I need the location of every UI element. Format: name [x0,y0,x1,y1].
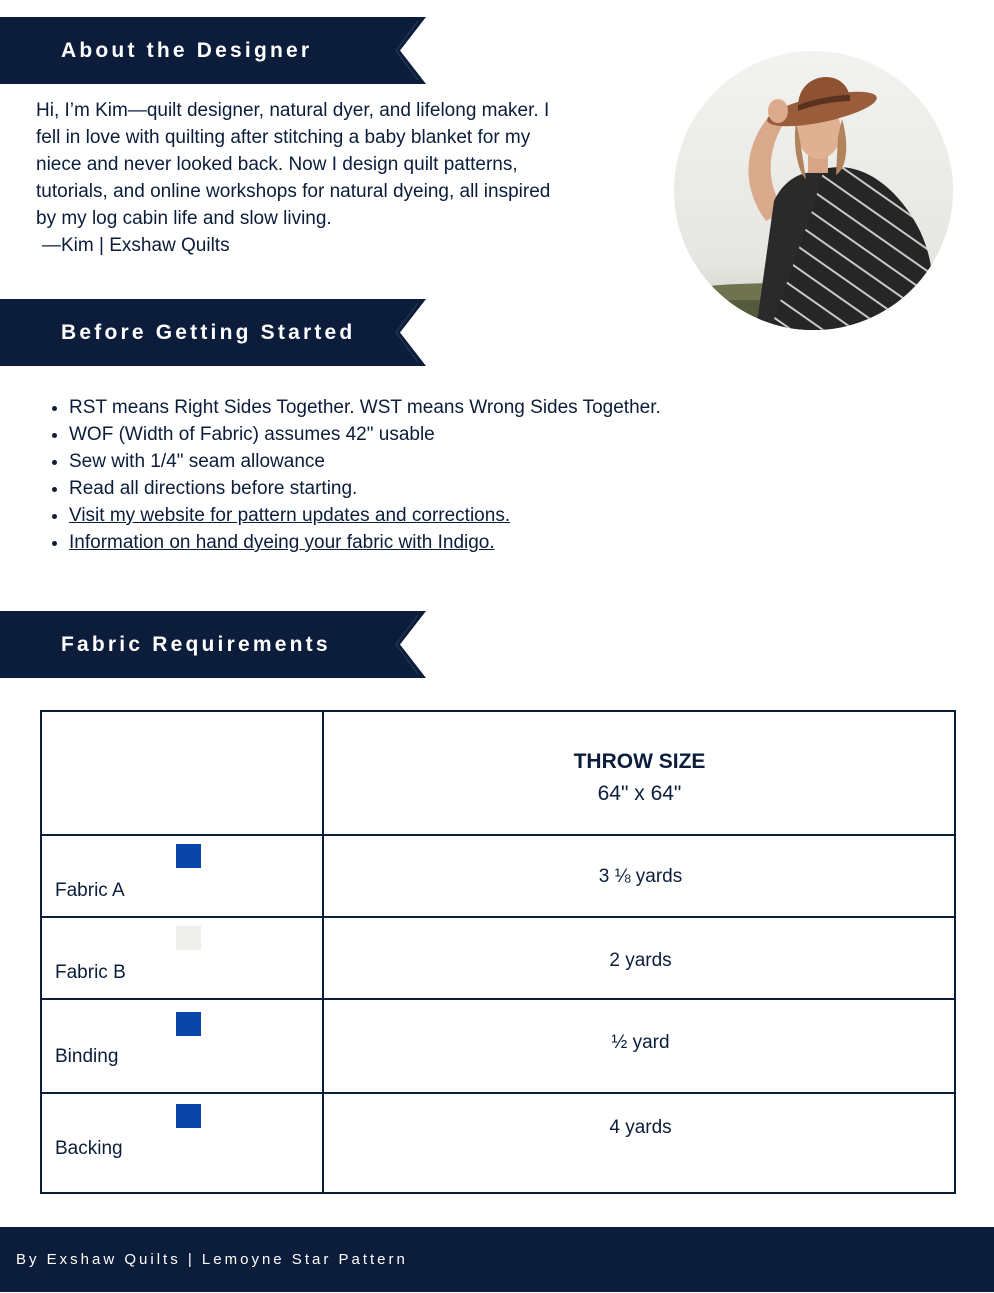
fabric-swatch [176,926,201,950]
fabric-table [40,710,956,1194]
table-row [42,1092,954,1191]
table-row [42,998,954,1092]
fabric-swatch [176,1104,201,1128]
designer-photo [674,51,953,330]
list-item: • Read all directions before starting. [69,475,661,502]
before-list [33,394,661,556]
fabric-quantity: 4 yards [609,1117,672,1138]
fabric-swatch [176,1012,201,1036]
fabric-name: Fabric A [55,880,125,901]
size-dimensions: 64" x 64" [597,782,682,805]
fabric-name: Fabric B [55,962,126,983]
fabric-name: Backing [55,1138,123,1159]
fabric-name: Binding [55,1046,119,1067]
fabric-quantity: 3 ⅛ yards [598,866,683,887]
list-item [69,502,661,529]
about-heading: About the Designer [61,39,313,62]
list-item: • RST means Right Sides Together. WST means Wrong Sides Together. [69,394,661,421]
fabric-swatch [176,844,201,868]
footer-text: By Exshaw Quilts | Lemoyne Star Pattern [16,1251,408,1268]
designer-bio: Hi, I’m Kim—quilt designer, natural dyer, and lifelong maker. I fell in love with quilting after stitching a baby blanket for my niece and never looked back. Now I design quilt patterns, tutorials, and online workshops for natural dyeing, all inspired by my log cabin life and slow living. [36,100,551,229]
table-row [42,916,954,998]
about-banner [0,17,426,84]
size-title: THROW SIZE [573,750,706,773]
about-text [36,97,556,259]
list-item [69,529,661,556]
fabric-banner [0,611,426,678]
indigo-dyeing-link[interactable]: Information on hand dyeing your fabric with Indigo. [69,532,495,553]
before-heading: Before Getting Started [61,321,356,344]
website-link[interactable]: Visit my website for pattern updates and corrections. [69,505,511,526]
fabric-quantity: 2 yards [609,950,672,971]
before-banner [0,299,426,366]
list-item: • WOF (Width of Fabric) assumes 42" usable [69,421,661,448]
fabric-quantity: ½ yard [611,1032,670,1053]
fabric-heading: Fabric Requirements [61,633,331,656]
designer-signature: —Kim | Exshaw Quilts [42,235,230,256]
table-row [42,834,954,916]
list-item: • Sew with 1/4" seam allowance [69,448,661,475]
footer-bar [0,1227,994,1292]
